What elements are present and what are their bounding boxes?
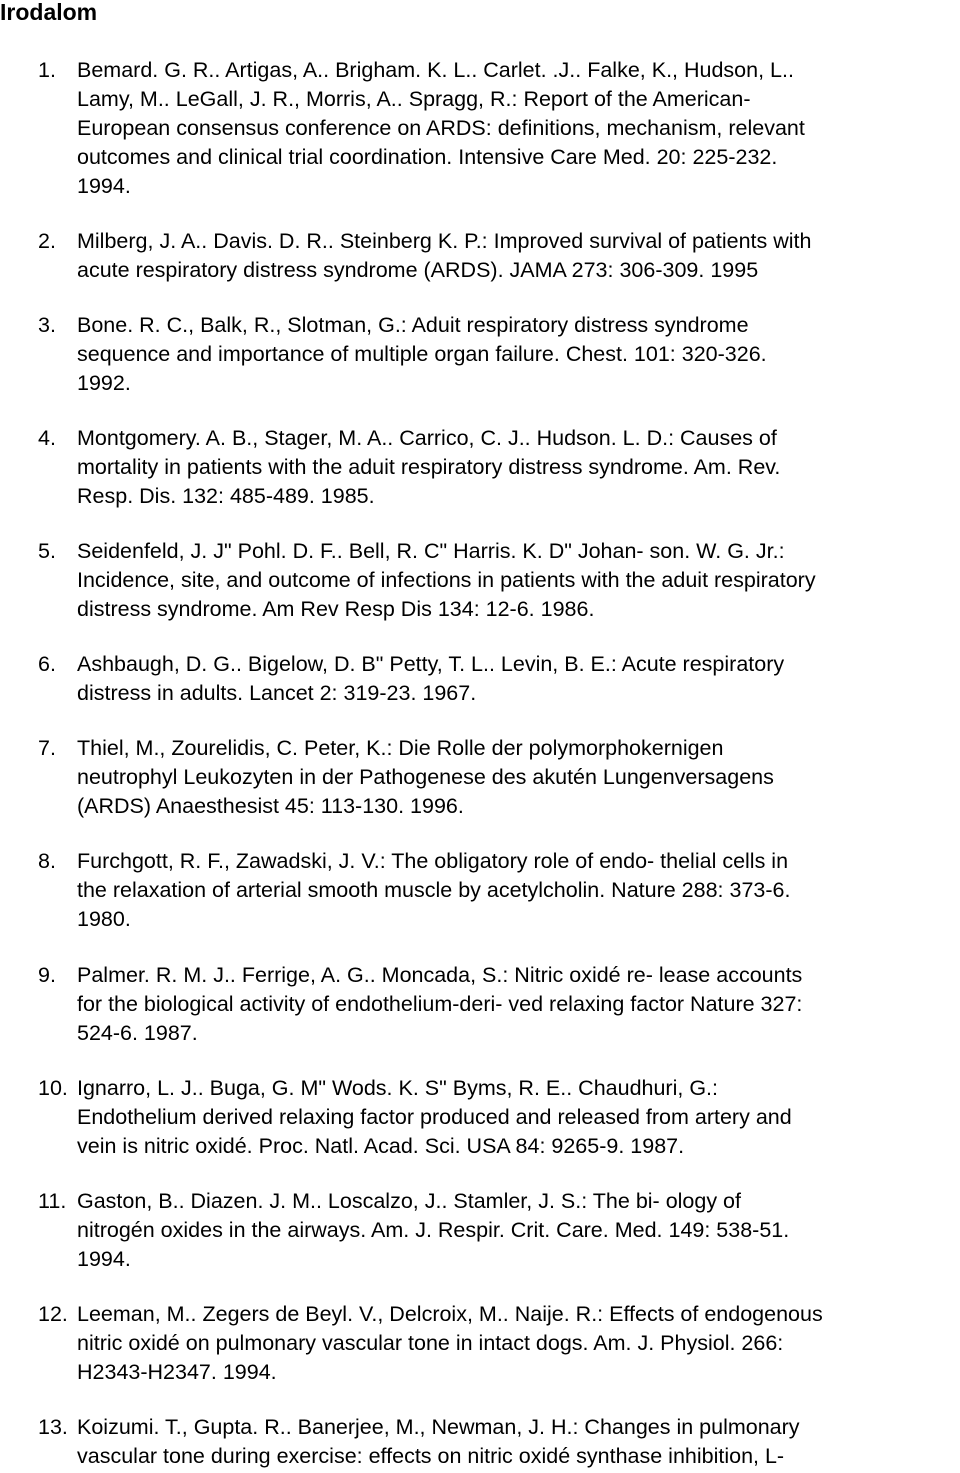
reference-text bbox=[77, 1413, 959, 1471]
reference-number: 13. bbox=[38, 1415, 68, 1439]
reference-text bbox=[77, 311, 959, 398]
reference-text bbox=[77, 734, 959, 821]
reference-text bbox=[77, 1074, 959, 1161]
reference-line: (ARDS) Anaesthesist 45: 113-130. 1996. bbox=[77, 794, 464, 818]
reference-item bbox=[0, 56, 960, 201]
reference-line: nitric oxidé on pulmonary vascular tone in intact dogs. Am. J. Physiol. 266: bbox=[77, 1331, 784, 1355]
reference-line: Seidenfeld, J. J" Pohl. D. F.. Bell, R. C" Harris. K. D" Johan- son. W. G. Jr.: bbox=[77, 539, 785, 563]
reference-line: Milberg, J. A.. Davis. D. R.. Steinberg K. P.: Improved survival of patients with bbox=[77, 229, 812, 253]
reference-item bbox=[0, 1300, 960, 1387]
reference-text bbox=[77, 227, 959, 285]
reference-number: 4. bbox=[38, 426, 56, 450]
reference-line: sequence and importance of multiple organ failure. Chest. 101: 320-326. bbox=[77, 342, 767, 366]
reference-text bbox=[77, 650, 959, 708]
reference-number: 3. bbox=[38, 313, 56, 337]
reference-line: H2343-H2347. 1994. bbox=[77, 1360, 277, 1384]
reference-item bbox=[0, 961, 960, 1048]
reference-number: 5. bbox=[38, 539, 56, 563]
reference-line: Endothelium derived relaxing factor produced and released from artery and bbox=[77, 1105, 792, 1129]
reference-line: Thiel, M., Zourelidis, C. Peter, K.: Die Rolle der polymorphokernigen bbox=[77, 736, 724, 760]
reference-line: 1980. bbox=[77, 907, 131, 931]
reference-line: Ashbaugh, D. G.. Bigelow, D. B" Petty, T. L.. Levin, B. E.: Acute respiratory bbox=[77, 652, 785, 676]
reference-line: mortality in patients with the aduit respiratory distress syndrome. Am. Rev. bbox=[77, 455, 781, 479]
reference-item bbox=[0, 311, 960, 398]
reference-text bbox=[77, 424, 959, 511]
reference-line: Ignarro, L. J.. Buga, G. M" Wods. K. S" Byms, R. E.. Chaudhuri, G.: bbox=[77, 1076, 718, 1100]
reference-line: Koizumi. T., Gupta. R.. Banerjee, M., Newman, J. H.: Changes in pulmonary bbox=[77, 1415, 800, 1439]
reference-text bbox=[77, 961, 959, 1048]
reference-line: Leeman, M.. Zegers de Beyl. V., Delcroix, M.. Naije. R.: Effects of endogenous bbox=[77, 1302, 823, 1326]
reference-item bbox=[0, 1187, 960, 1274]
reference-line: for the biological activity of endothelium-deri- ved relaxing factor Nature 327: bbox=[77, 992, 803, 1016]
reference-number: 7. bbox=[38, 736, 56, 760]
page-heading: Irodalom bbox=[0, 0, 98, 25]
reference-line: Montgomery. A. B., Stager, M. A.. Carrico, C. J.. Hudson. L. D.: Causes of bbox=[77, 426, 777, 450]
reference-item bbox=[0, 424, 960, 511]
reference-line: Lamy, M.. LeGall, J. R., Morris, A.. Spragg, R.: Report of the American- bbox=[77, 87, 751, 111]
reference-number: 8. bbox=[38, 849, 56, 873]
reference-number: 2. bbox=[38, 229, 56, 253]
reference-item bbox=[0, 537, 960, 624]
reference-line: 524-6. 1987. bbox=[77, 1021, 198, 1045]
reference-text bbox=[77, 537, 959, 624]
reference-line: Bone. R. C., Balk, R., Slotman, G.: Aduit respiratory distress syndrome bbox=[77, 313, 749, 337]
reference-line: Resp. Dis. 132: 485-489. 1985. bbox=[77, 484, 375, 508]
reference-line: 1992. bbox=[77, 371, 131, 395]
reference-line: the relaxation of arterial smooth muscle by acetylcholin. Nature 288: 373-6. bbox=[77, 878, 791, 902]
reference-line: 1994. bbox=[77, 174, 131, 198]
reference-number: 1. bbox=[38, 58, 56, 82]
reference-line: acute respiratory distress syndrome (ARDS). JAMA 273: 306-309. 1995 bbox=[77, 258, 759, 282]
reference-text bbox=[77, 847, 959, 934]
reference-line: outcomes and clinical trial coordination. Intensive Care Med. 20: 225-232. bbox=[77, 145, 778, 169]
reference-line: European consensus conference on ARDS: definitions, mechanism, relevant bbox=[77, 116, 805, 140]
reference-line: 1994. bbox=[77, 1247, 131, 1271]
reference-line: Palmer. R. M. J.. Ferrige, A. G.. Moncada, S.: Nitric oxidé re- lease accounts bbox=[77, 963, 803, 987]
reference-number: 12. bbox=[38, 1302, 68, 1326]
reference-line: Bemard. G. R.. Artigas, A.. Brigham. K. L.. Carlet. .J.. Falke, K., Hudson, L.. bbox=[77, 58, 794, 82]
reference-line: distress in adults. Lancet 2: 319-23. 1967. bbox=[77, 681, 477, 705]
reference-text bbox=[77, 1187, 959, 1274]
reference-line: vascular tone during exercise: effects on nitric oxidé synthase inhibition, L- bbox=[77, 1444, 785, 1468]
reference-line: Incidence, site, and outcome of infections in patients with the aduit respiratory bbox=[77, 568, 816, 592]
reference-item bbox=[0, 1074, 960, 1161]
reference-line: distress syndrome. Am Rev Resp Dis 134: 12-6. 1986. bbox=[77, 597, 595, 621]
reference-text bbox=[77, 56, 959, 201]
reference-line: nitrogén oxides in the airways. Am. J. Respir. Crit. Care. Med. 149: 538-51. bbox=[77, 1218, 790, 1242]
reference-text bbox=[77, 1300, 959, 1387]
reference-item bbox=[0, 227, 960, 285]
reference-line: Gaston, B.. Diazen. J. M.. Loscalzo, J.. Stamler, J. S.: The bi- ology of bbox=[77, 1189, 741, 1213]
reference-line: vein is nitric oxidé. Proc. Natl. Acad. Sci. USA 84: 9265-9. 1987. bbox=[77, 1134, 685, 1158]
reference-line: neutrophyl Leukozyten in der Pathogenese des akutén Lungenversagens bbox=[77, 765, 774, 789]
reference-item bbox=[0, 734, 960, 821]
reference-number: 10. bbox=[38, 1076, 68, 1100]
reference-number: 6. bbox=[38, 652, 56, 676]
reference-line: Furchgott, R. F., Zawadski, J. V.: The obligatory role of endo- thelial cells in bbox=[77, 849, 789, 873]
reference-item bbox=[0, 650, 960, 708]
reference-item bbox=[0, 847, 960, 934]
reference-item bbox=[0, 1413, 960, 1471]
reference-number: 11. bbox=[38, 1189, 67, 1213]
reference-number: 9. bbox=[38, 963, 56, 987]
